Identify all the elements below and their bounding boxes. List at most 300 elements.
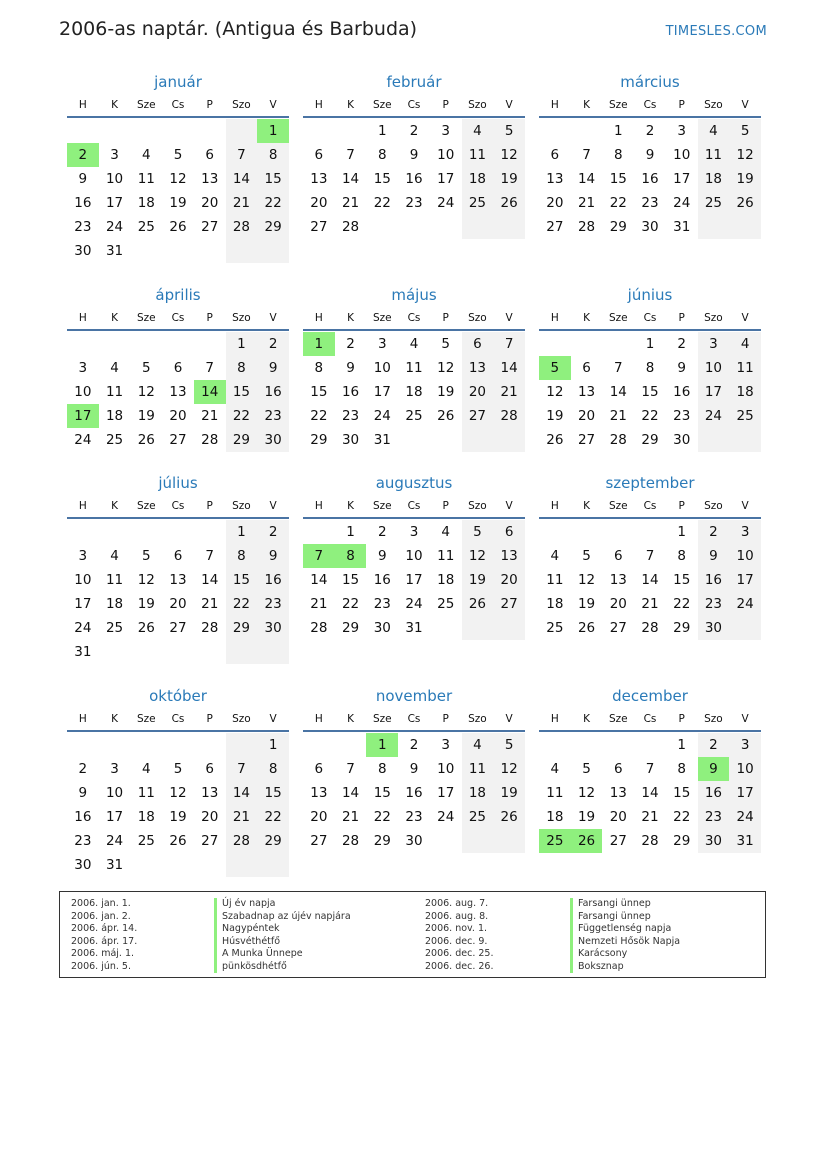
day-grid (303, 520, 525, 640)
day-cell: 13 (310, 785, 328, 801)
day-cell: 19 (577, 809, 596, 825)
day-cell: 7 (346, 147, 355, 163)
day-cell: 18 (546, 596, 564, 612)
day-cell: 19 (577, 596, 596, 612)
legend-dates-right (425, 898, 493, 973)
day-cell: 13 (577, 384, 596, 400)
weekday-header: V (269, 500, 277, 512)
day-cell: 10 (729, 544, 761, 568)
empty-cell (194, 853, 226, 877)
day-cell: 17 (437, 785, 455, 801)
weekday-header: H (550, 500, 559, 512)
day-cell: 21 (493, 380, 525, 404)
empty-cell (130, 119, 162, 143)
day-cell: 20 (201, 195, 219, 211)
legend-holiday-name: Húsvéthétfő (214, 936, 351, 949)
day-cell: 29 (673, 620, 691, 636)
day-cell: 1 (645, 336, 655, 352)
day-cell: 20 (609, 596, 627, 612)
day-cell: 16 (341, 384, 360, 400)
day-cell: 4 (110, 360, 119, 376)
day-cell: 11 (137, 785, 155, 801)
day-cell: 10 (437, 761, 455, 777)
empty-cell (335, 733, 367, 757)
day-cell: 2 (698, 733, 730, 757)
day-cell: 22 (226, 404, 258, 428)
day-cell: 20 (201, 809, 219, 825)
day-cell: 2 (698, 520, 730, 544)
day-cell: 22 (257, 805, 289, 829)
day-cell: 2 (67, 143, 99, 167)
day-cell: 16 (698, 568, 730, 592)
day-grid (303, 733, 525, 853)
weekday-header: K (111, 500, 118, 512)
day-cell: 21 (609, 408, 627, 424)
day-cell: 30 (74, 857, 92, 873)
legend-date: 2006. ápr. 17. (71, 935, 138, 947)
weekday-header-row (539, 307, 761, 331)
weekday-header: V (741, 713, 749, 725)
day-cell: 28 (577, 219, 596, 235)
month-block (67, 473, 289, 664)
day-cell: 30 (698, 616, 730, 640)
day-grid (539, 119, 761, 239)
month-name: február (386, 73, 442, 91)
weekday-header: Szo (704, 99, 723, 111)
day-cell: 13 (462, 356, 494, 380)
weekday-header: P (206, 312, 213, 324)
day-cell: 8 (335, 544, 367, 568)
day-cell: 27 (609, 833, 627, 849)
day-cell: 9 (78, 785, 88, 801)
day-cell: 27 (462, 404, 494, 428)
legend-dates-left (71, 898, 137, 973)
day-grid (303, 332, 525, 452)
weekday-header: Sze (608, 500, 628, 512)
day-cell: 25 (729, 404, 761, 428)
day-cell: 14 (194, 380, 226, 404)
month-name: november (375, 687, 453, 705)
weekday-header: Cs (407, 99, 421, 111)
weekday-header: Szo (468, 312, 487, 324)
day-cell: 11 (105, 572, 124, 588)
empty-cell (571, 733, 603, 757)
weekday-header: V (269, 99, 277, 111)
day-cell: 18 (405, 384, 423, 400)
day-cell: 12 (169, 171, 187, 187)
weekday-header: P (442, 312, 449, 324)
day-cell: 4 (462, 733, 494, 757)
day-cell: 23 (698, 805, 730, 829)
day-cell: 29 (226, 428, 258, 452)
legend-date: 2006. jan. 1. (71, 898, 131, 909)
empty-cell (698, 428, 730, 452)
day-cell: 12 (729, 143, 761, 167)
day-cell: 24 (105, 833, 124, 849)
day-cell: 14 (609, 384, 627, 400)
day-cell: 18 (698, 167, 730, 191)
day-cell: 20 (169, 408, 187, 424)
weekday-header-row (539, 708, 761, 732)
day-cell: 18 (729, 380, 761, 404)
day-cell: 28 (341, 833, 360, 849)
weekday-header: Cs (407, 500, 421, 512)
day-cell: 8 (226, 544, 258, 568)
month-block (303, 285, 525, 452)
day-cell: 5 (539, 356, 571, 380)
day-cell: 16 (641, 171, 659, 187)
day-cell: 3 (78, 360, 88, 376)
month-name: október (149, 687, 207, 705)
day-cell: 31 (373, 432, 391, 448)
day-cell: 5 (141, 360, 151, 376)
day-cell: 9 (377, 548, 387, 564)
day-cell: 11 (105, 384, 124, 400)
day-cell: 22 (673, 809, 691, 825)
day-cell: 25 (137, 833, 155, 849)
day-cell: 16 (257, 568, 289, 592)
day-cell: 24 (729, 805, 761, 829)
day-cell: 18 (437, 572, 455, 588)
legend-date: 2006. aug. 7. (425, 898, 489, 909)
empty-cell (130, 733, 162, 757)
empty-cell (303, 119, 335, 143)
day-cell: 23 (74, 219, 92, 235)
day-cell: 16 (698, 781, 730, 805)
brand-link[interactable]: TIMESLES.COM (665, 24, 767, 39)
day-cell: 5 (441, 336, 450, 352)
weekday-header: K (347, 99, 354, 111)
empty-cell (462, 428, 494, 452)
legend-date: 2006. dec. 9. (425, 935, 488, 947)
weekday-header: Sze (608, 99, 628, 111)
weekday-header: P (678, 99, 685, 111)
day-cell: 8 (257, 757, 289, 781)
day-cell: 6 (493, 520, 525, 544)
day-cell: 31 (405, 620, 423, 636)
day-cell: 24 (405, 596, 423, 612)
weekday-header: Sze (372, 500, 392, 512)
legend-holiday-name: A Munka Ünnepe (214, 948, 351, 961)
empty-cell (493, 215, 525, 239)
day-cell: 10 (405, 548, 423, 564)
legend-holiday-name: Farsangi ünnep (570, 911, 680, 924)
weekday-header: P (206, 713, 213, 725)
day-cell: 9 (698, 757, 730, 781)
legend-holiday-name: Boksznap (570, 961, 680, 974)
day-cell: 8 (257, 143, 289, 167)
weekday-header: K (347, 500, 354, 512)
weekday-header: Cs (407, 312, 421, 324)
legend-date: 2006. máj. 1. (71, 948, 135, 959)
day-cell: 11 (437, 548, 455, 564)
day-cell: 3 (110, 147, 119, 163)
weekday-header: Szo (704, 713, 723, 725)
day-cell: 16 (405, 785, 423, 801)
day-cell: 17 (729, 568, 761, 592)
day-cell: 14 (641, 785, 659, 801)
empty-cell (162, 640, 194, 664)
legend-date: 2006. ápr. 14. (71, 923, 138, 934)
empty-cell (194, 239, 226, 263)
day-cell: 25 (437, 596, 455, 612)
day-cell: 13 (546, 171, 564, 187)
day-grid (67, 733, 289, 877)
day-cell: 27 (169, 432, 187, 448)
day-cell: 11 (546, 572, 564, 588)
empty-cell (303, 733, 335, 757)
day-cell: 11 (405, 360, 423, 376)
day-cell: 13 (310, 171, 328, 187)
day-cell: 27 (546, 219, 564, 235)
empty-cell (493, 428, 525, 452)
day-cell: 23 (673, 408, 691, 424)
day-cell: 28 (641, 833, 659, 849)
day-cell: 7 (582, 147, 591, 163)
weekday-header: Sze (136, 500, 156, 512)
day-cell: 2 (78, 761, 88, 777)
weekday-header: P (678, 500, 685, 512)
day-cell: 23 (341, 408, 360, 424)
day-cell: 8 (377, 761, 387, 777)
weekday-header: Cs (643, 312, 657, 324)
day-cell: 19 (137, 408, 155, 424)
month-block (303, 72, 525, 239)
day-cell: 6 (550, 147, 560, 163)
day-cell: 6 (173, 548, 183, 564)
weekday-header: K (347, 713, 354, 725)
day-cell: 1 (257, 733, 289, 757)
weekday-header: H (314, 99, 323, 111)
day-cell: 22 (609, 195, 627, 211)
day-cell: 25 (137, 219, 155, 235)
empty-cell (257, 239, 289, 263)
day-cell: 24 (74, 432, 92, 448)
month-name: augusztus (375, 474, 453, 492)
empty-cell (602, 332, 634, 356)
day-grid (303, 119, 525, 239)
day-cell: 19 (169, 195, 187, 211)
legend-holiday-name: Új év napja (214, 898, 351, 911)
weekday-header: H (314, 713, 323, 725)
weekday-header: Szo (704, 312, 723, 324)
legend-holiday-name: Karácsony (570, 948, 680, 961)
day-cell: 4 (409, 336, 419, 352)
legend-holiday-name: pünkösdhétfő (214, 961, 351, 974)
day-cell: 30 (698, 829, 730, 853)
day-cell: 7 (226, 143, 258, 167)
day-cell: 17 (437, 171, 455, 187)
day-cell: 11 (462, 143, 494, 167)
day-cell: 20 (546, 195, 564, 211)
day-cell: 26 (137, 432, 155, 448)
empty-cell (162, 119, 194, 143)
day-cell: 12 (169, 785, 187, 801)
day-cell: 9 (257, 544, 289, 568)
weekday-header: Szo (232, 312, 251, 324)
day-cell: 29 (226, 616, 258, 640)
day-cell: 26 (137, 620, 155, 636)
day-cell: 17 (67, 404, 99, 428)
day-cell: 12 (462, 544, 494, 568)
weekday-header: K (111, 312, 118, 324)
day-cell: 1 (377, 123, 387, 139)
day-cell: 14 (577, 171, 596, 187)
empty-cell (430, 215, 462, 239)
weekday-header: Sze (136, 312, 156, 324)
weekday-header: Cs (643, 500, 657, 512)
day-cell: 16 (257, 380, 289, 404)
legend-date: 2006. nov. 1. (425, 923, 488, 934)
month-name: december (612, 687, 688, 705)
day-cell: 13 (609, 572, 627, 588)
day-cell: 14 (226, 167, 258, 191)
day-cell: 18 (105, 408, 124, 424)
weekday-header: P (442, 500, 449, 512)
weekday-header: H (78, 99, 87, 111)
empty-cell (99, 640, 131, 664)
day-cell: 29 (310, 432, 328, 448)
day-cell: 17 (373, 384, 391, 400)
day-cell: 18 (137, 809, 155, 825)
weekday-header: Sze (372, 312, 392, 324)
day-cell: 11 (546, 785, 564, 801)
weekday-header: Sze (136, 99, 156, 111)
day-cell: 30 (341, 432, 360, 448)
day-cell: 23 (405, 195, 423, 211)
empty-cell (162, 733, 194, 757)
day-cell: 2 (677, 336, 686, 352)
day-cell: 13 (169, 572, 187, 588)
day-cell: 5 (729, 119, 761, 143)
empty-cell (226, 733, 258, 757)
day-cell: 7 (493, 332, 525, 356)
day-cell: 21 (310, 596, 328, 612)
day-cell: 18 (462, 781, 494, 805)
day-cell: 9 (409, 761, 419, 777)
day-cell: 30 (257, 428, 289, 452)
empty-cell (571, 520, 603, 544)
day-cell: 17 (105, 195, 124, 211)
day-cell: 28 (226, 829, 258, 853)
day-cell: 10 (105, 785, 124, 801)
day-cell: 15 (257, 167, 289, 191)
day-cell: 29 (609, 219, 627, 235)
day-cell: 27 (201, 219, 219, 235)
day-cell: 22 (226, 592, 258, 616)
day-cell: 29 (341, 620, 360, 636)
day-cell: 26 (462, 592, 494, 616)
weekday-header: V (741, 500, 749, 512)
empty-cell (162, 520, 194, 544)
empty-cell (430, 616, 462, 640)
legend-names-left (214, 898, 351, 973)
empty-cell (335, 119, 367, 143)
day-cell: 23 (641, 195, 659, 211)
legend-holiday-name: Farsangi ünnep (570, 898, 680, 911)
day-cell: 2 (377, 524, 387, 540)
weekday-header-row (539, 94, 761, 118)
day-cell: 4 (729, 332, 761, 356)
empty-cell (602, 520, 634, 544)
empty-cell (67, 119, 99, 143)
day-cell: 17 (405, 572, 423, 588)
day-cell: 6 (462, 332, 494, 356)
weekday-header: V (505, 312, 513, 324)
weekday-header: H (314, 500, 323, 512)
empty-cell (493, 616, 525, 640)
day-cell: 7 (205, 360, 214, 376)
day-cell: 22 (257, 191, 289, 215)
day-cell: 14 (226, 781, 258, 805)
month-name: július (158, 474, 198, 492)
day-cell: 22 (373, 809, 391, 825)
day-cell: 25 (105, 620, 124, 636)
empty-cell (226, 640, 258, 664)
day-cell: 17 (729, 781, 761, 805)
day-cell: 3 (110, 761, 119, 777)
day-cell: 10 (74, 384, 92, 400)
day-cell: 7 (346, 761, 355, 777)
day-cell: 30 (257, 616, 289, 640)
day-cell: 17 (105, 809, 124, 825)
day-cell: 19 (546, 408, 564, 424)
day-cell: 28 (341, 219, 360, 235)
day-cell: 11 (729, 356, 761, 380)
month-name: június (627, 286, 673, 304)
empty-cell (493, 829, 525, 853)
day-cell: 22 (673, 596, 691, 612)
day-cell: 29 (257, 215, 289, 239)
day-cell: 17 (698, 380, 730, 404)
empty-cell (462, 215, 494, 239)
day-cell: 26 (169, 219, 187, 235)
day-cell: 25 (698, 191, 730, 215)
day-cell: 2 (409, 737, 419, 753)
weekday-header-row (303, 495, 525, 519)
day-cell: 22 (641, 408, 659, 424)
day-cell: 15 (641, 384, 659, 400)
empty-cell (398, 215, 430, 239)
day-cell: 6 (205, 761, 214, 777)
legend-date: 2006. dec. 26. (425, 960, 494, 972)
day-cell: 10 (74, 572, 92, 588)
weekday-header: V (741, 312, 749, 324)
weekday-header: Szo (468, 500, 487, 512)
day-cell: 15 (373, 171, 391, 187)
day-cell: 19 (169, 809, 187, 825)
day-cell: 18 (462, 167, 494, 191)
empty-cell (257, 853, 289, 877)
day-cell: 9 (645, 147, 655, 163)
day-cell: 4 (141, 147, 151, 163)
day-cell: 13 (201, 785, 219, 801)
day-cell: 2 (645, 123, 655, 139)
day-cell: 25 (539, 829, 571, 853)
empty-cell (130, 239, 162, 263)
weekday-header: V (505, 99, 513, 111)
empty-cell (366, 215, 398, 239)
weekday-header: Cs (171, 312, 185, 324)
day-cell: 21 (341, 195, 360, 211)
weekday-header: P (442, 713, 449, 725)
empty-cell (698, 215, 730, 239)
day-cell: 3 (78, 548, 88, 564)
empty-cell (130, 853, 162, 877)
day-cell: 23 (405, 809, 423, 825)
weekday-header: K (583, 500, 590, 512)
day-cell: 14 (201, 572, 219, 588)
